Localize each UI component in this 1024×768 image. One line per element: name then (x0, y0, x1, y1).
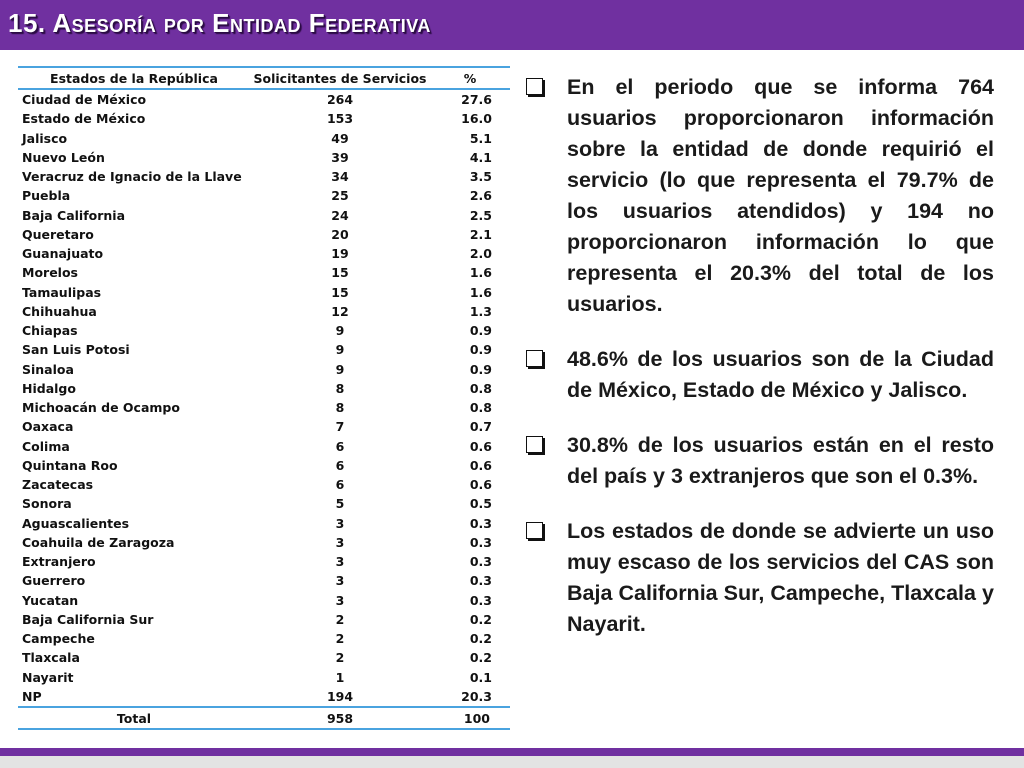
checkbox-bullet-icon (526, 78, 543, 95)
percent-value: 0.3 (469, 573, 492, 589)
bullet-list (524, 72, 994, 664)
header-applicants: Solicitantes de Servicios (250, 67, 430, 89)
state-name: Puebla (22, 188, 71, 204)
bullet-text: Los estados de donde se advierte un uso muy escaso de los servicios del CAS son Baja California Sur, Campeche, Tlaxcala y Nayarit. (567, 519, 994, 636)
applicants-count: 194 (326, 688, 354, 704)
percent-value: 0.8 (469, 380, 492, 396)
percent-value: 1.6 (469, 265, 492, 281)
state-name: Tamaulipas (22, 284, 102, 300)
percent-value: 0.2 (469, 650, 492, 666)
state-name: Sinaloa (22, 361, 74, 377)
table-row (18, 186, 510, 205)
percent-value: 2.6 (469, 188, 492, 204)
applicants-count: 2 (335, 631, 345, 647)
bullet-text: 30.8% de los usuarios están en el resto del país y 3 extranjeros que son el 0.3%. (567, 433, 994, 488)
table-row (18, 591, 510, 610)
header-percent: % (430, 67, 510, 89)
state-name: Chiapas (22, 323, 78, 339)
applicants-count: 9 (335, 323, 345, 339)
percent-value: 0.9 (469, 361, 492, 377)
table-row (18, 475, 510, 494)
table-row (18, 571, 510, 590)
table-row (18, 379, 510, 398)
state-name: Baja California Sur (22, 611, 154, 627)
total-label: Total (18, 707, 250, 729)
percent-value: 0.5 (469, 496, 492, 512)
percent-value: 0.3 (469, 534, 492, 550)
applicants-count: 153 (326, 111, 354, 127)
applicants-count: 24 (331, 207, 349, 223)
table-row (18, 89, 510, 109)
applicants-count: 2 (335, 650, 345, 666)
percent-value: 2.0 (469, 246, 492, 262)
applicants-count: 9 (335, 361, 345, 377)
bottom-strip (0, 756, 1024, 768)
applicants-count: 12 (331, 303, 349, 319)
state-name: Quintana Roo (22, 457, 118, 473)
table-row (18, 494, 510, 513)
table-row (18, 648, 510, 667)
state-name: Campeche (22, 631, 95, 647)
state-name: Veracruz de Ignacio de la Llave (22, 169, 242, 185)
bullet-item (524, 72, 994, 320)
table-row (18, 206, 510, 225)
state-name: Hidalgo (22, 380, 76, 396)
table-row (18, 687, 510, 707)
applicants-count: 2 (335, 611, 345, 627)
state-name: Extranjero (22, 554, 96, 570)
percent-value: 2.5 (469, 207, 492, 223)
state-name: Chihuahua (22, 303, 97, 319)
applicants-count: 15 (331, 284, 349, 300)
percent-value: 0.1 (469, 669, 492, 685)
applicants-count: 3 (335, 554, 345, 570)
applicants-count: 25 (331, 188, 349, 204)
applicants-count: 20 (331, 226, 349, 242)
percent-value: 16.0 (461, 111, 492, 127)
applicants-count: 6 (335, 438, 345, 454)
total-count: 958 (250, 707, 430, 729)
table-row (18, 129, 510, 148)
applicants-count: 19 (331, 246, 349, 262)
percent-value: 0.6 (469, 457, 492, 473)
percent-value: 27.6 (461, 92, 492, 108)
state-name: Ciudad de México (22, 92, 147, 108)
state-name: Nayarit (22, 669, 74, 685)
bullet-item (524, 344, 994, 406)
table-row (18, 398, 510, 417)
applicants-count: 39 (331, 149, 349, 165)
table-row (18, 340, 510, 359)
table-row (18, 514, 510, 533)
applicants-count: 7 (335, 419, 345, 435)
state-name: Colima (22, 438, 70, 454)
percent-value: 0.3 (469, 554, 492, 570)
applicants-count: 15 (331, 265, 349, 281)
table-total-row (18, 707, 510, 729)
applicants-count: 8 (335, 400, 345, 416)
applicants-count: 6 (335, 457, 345, 473)
state-name: Coahuila de Zaragoza (22, 534, 175, 550)
applicants-count: 8 (335, 380, 345, 396)
table-row (18, 456, 510, 475)
percent-value: 0.3 (469, 515, 492, 531)
percent-value: 4.1 (469, 149, 492, 165)
state-name: Queretaro (22, 226, 94, 242)
state-name: Aguascalientes (22, 515, 130, 531)
state-name: Michoacán de Ocampo (22, 400, 180, 416)
state-name: Guanajuato (22, 246, 104, 262)
applicants-count: 3 (335, 515, 345, 531)
applicants-count: 3 (335, 592, 345, 608)
applicants-count: 49 (331, 130, 349, 146)
table-row (18, 109, 510, 128)
bullet-item (524, 430, 994, 492)
table-row (18, 263, 510, 282)
table-row (18, 244, 510, 263)
applicants-count: 5 (335, 496, 345, 512)
applicants-count: 6 (335, 477, 345, 493)
bullet-text: 48.6% de los usuarios son de la Ciudad de México, Estado de México y Jalisco. (567, 347, 994, 402)
bullet-item (524, 516, 994, 640)
state-name: Baja California (22, 207, 126, 223)
state-name: Morelos (22, 265, 78, 281)
applicants-count: 9 (335, 342, 345, 358)
checkbox-bullet-icon (526, 436, 543, 453)
header-states: Estados de la República (18, 67, 250, 89)
state-name: San Luis Potosi (22, 342, 130, 358)
percent-value: 0.7 (469, 419, 492, 435)
percent-value: 1.6 (469, 284, 492, 300)
applicants-count: 3 (335, 534, 345, 550)
state-name: Tlaxcala (22, 650, 80, 666)
state-name: Oaxaca (22, 419, 74, 435)
table-row (18, 552, 510, 571)
table-row (18, 533, 510, 552)
table-row (18, 167, 510, 186)
percent-value: 3.5 (469, 169, 492, 185)
table-header-row (18, 67, 510, 89)
table-row (18, 629, 510, 648)
state-name: Guerrero (22, 573, 86, 589)
state-name: NP (22, 688, 42, 704)
table-row (18, 417, 510, 436)
percent-value: 0.9 (469, 342, 492, 358)
applicants-count: 3 (335, 573, 345, 589)
percent-value: 2.1 (469, 226, 492, 242)
bullet-text: En el periodo que se informa 764 usuarios proporcionaron información sobre la entidad de donde requirió el servicio (lo que representa el 79.7% de los usuarios atendidos) y 194 no proporcionaron información lo que representa el 20.3% del total de los usuarios. (567, 75, 994, 316)
table-row (18, 302, 510, 321)
table-row (18, 360, 510, 379)
percent-value: 0.8 (469, 400, 492, 416)
table-row (18, 283, 510, 302)
state-name: Jalisco (22, 130, 68, 146)
title-bar (0, 0, 1024, 50)
table-row (18, 321, 510, 340)
applicants-count: 34 (331, 169, 349, 185)
bottom-bar (0, 748, 1024, 756)
table-row (18, 225, 510, 244)
percent-value: 0.2 (469, 611, 492, 627)
states-table (18, 66, 510, 730)
table-row (18, 437, 510, 456)
percent-value: 0.6 (469, 438, 492, 454)
state-name: Estado de México (22, 111, 146, 127)
total-percent: 100 (430, 707, 510, 729)
state-name: Zacatecas (22, 477, 94, 493)
state-name: Yucatan (22, 592, 79, 608)
checkbox-bullet-icon (526, 350, 543, 367)
percent-value: 0.6 (469, 477, 492, 493)
percent-value: 1.3 (469, 303, 492, 319)
page-title: 15. Asesoría por Entidad Federativa (8, 8, 431, 38)
table-row (18, 148, 510, 167)
percent-value: 0.2 (469, 631, 492, 647)
percent-value: 0.9 (469, 323, 492, 339)
table-row (18, 610, 510, 629)
percent-value: 5.1 (469, 130, 492, 146)
table-row (18, 668, 510, 687)
percent-value: 20.3 (461, 688, 492, 704)
applicants-count: 1 (335, 669, 345, 685)
state-name: Nuevo León (22, 149, 105, 165)
state-name: Sonora (22, 496, 72, 512)
percent-value: 0.3 (469, 592, 492, 608)
checkbox-bullet-icon (526, 522, 543, 539)
applicants-count: 264 (326, 92, 354, 108)
